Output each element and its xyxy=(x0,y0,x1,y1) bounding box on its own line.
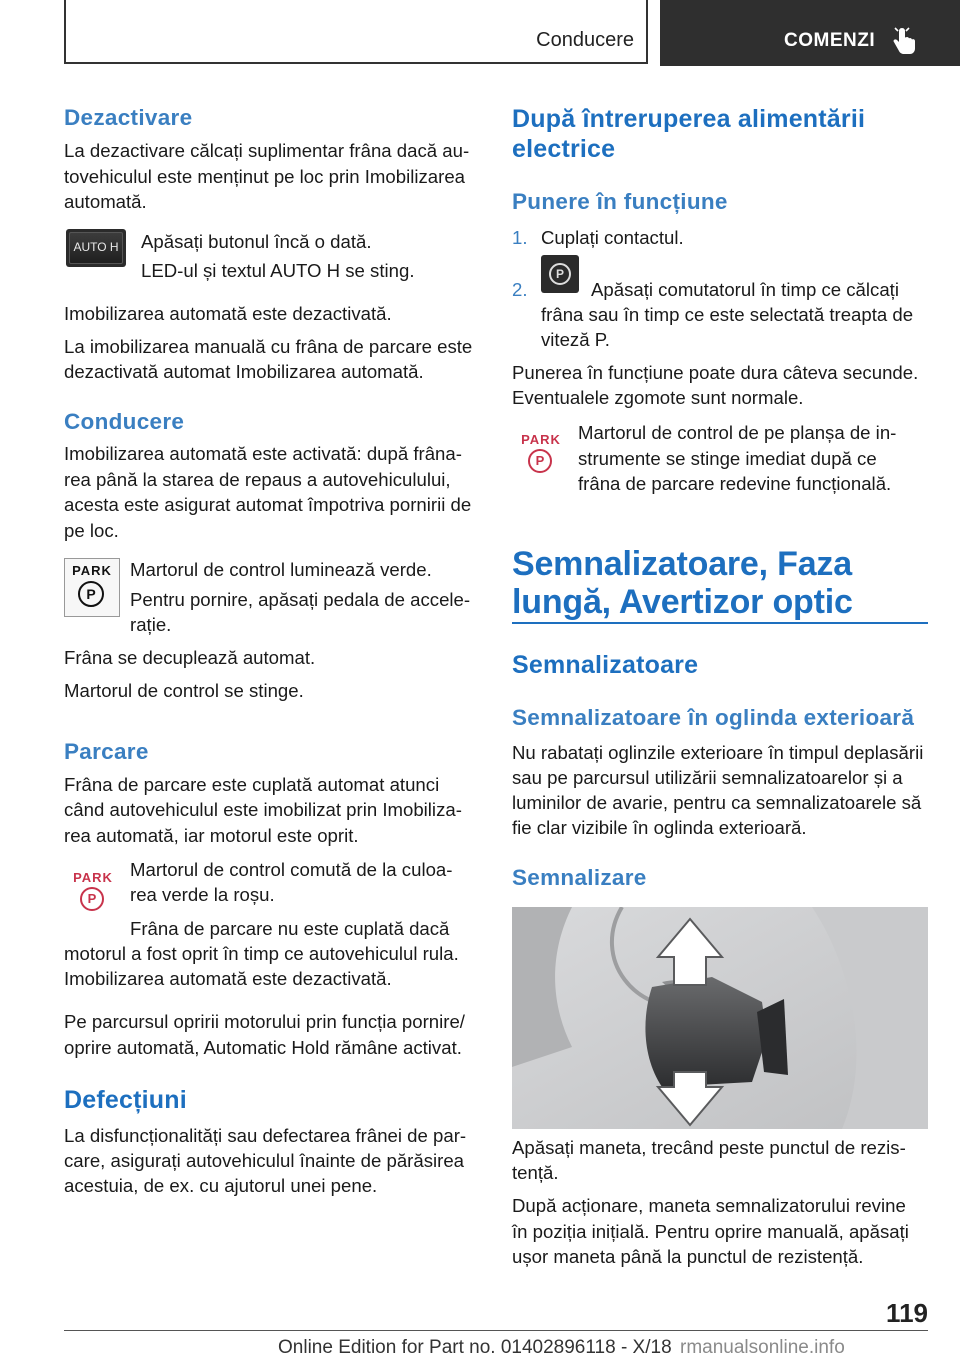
park-red-p: P xyxy=(535,453,545,468)
step-text: frâna sau în timp ce este selectată treapta de xyxy=(541,304,914,325)
parking-brake-switch-icon xyxy=(541,255,579,293)
paragraph-line: luminilor de avarie, pentru ca semnalizatoarele să xyxy=(512,792,922,813)
indicator-text: Frâna de parcare nu este cuplată dacă xyxy=(130,918,450,939)
paragraph-line: Punerea în funcțiune poate dura câteva secunde. xyxy=(512,362,919,383)
heading-dezactivare: Dezactivare xyxy=(64,105,193,130)
paragraph-line: Eventualele zgomote sunt normale. xyxy=(512,387,804,408)
auto-h-icon-label: AUTO H xyxy=(73,240,119,254)
header-chapter-label: COMENZI xyxy=(784,30,876,51)
chapter-title-2: lungă, Avertizor optic xyxy=(512,583,853,621)
switch-icon-p: P xyxy=(555,267,564,281)
paragraph-line: Imobilizarea automată este activată: după frâna- xyxy=(64,443,462,464)
step-text: Apăsați butonul încă o dată. xyxy=(141,231,372,252)
indicator-text: Pentru pornire, apăsați pedala de accele- xyxy=(130,589,471,610)
chapter-divider xyxy=(512,622,928,624)
header-section-title: Conducere xyxy=(536,29,634,51)
paragraph-line: Imobilizarea automată este dezactivată. xyxy=(64,303,392,324)
page-number: 119 xyxy=(886,1298,928,1328)
paragraph-line: La disfuncționalități sau defectarea frânei de par- xyxy=(64,1125,467,1146)
paragraph-line: în poziția inițială. Pentru oprire manuală, apăsați xyxy=(512,1221,909,1242)
paragraph-line: care, asigurați autovehiculul înainte de părăsirea xyxy=(64,1150,465,1171)
indicator-text: strumente se stinge imediat după ce xyxy=(578,448,877,469)
step-text: LED-ul și textul AUTO H se sting. xyxy=(141,260,415,281)
footer-watermark: rmanualsonline.info xyxy=(680,1337,845,1358)
footer-divider xyxy=(64,1330,928,1331)
park-icon-label: PARK xyxy=(72,563,112,578)
auto-h-button-icon xyxy=(66,229,126,267)
paragraph-line: rea până la starea de repaus a autovehiculului, xyxy=(64,469,451,490)
heading-dupa-intrerupere: După întreruperea alimentării xyxy=(512,105,866,133)
indicator-text: rație. xyxy=(130,614,172,635)
paragraph-line: sau pe parcursul utilizării semnalizatoarelor și a xyxy=(512,767,903,788)
heading-defectiuni: Defecțiuni xyxy=(64,1086,187,1114)
paragraph-line: acestuia, de ex. cu ajutorul unei pene. xyxy=(64,1175,378,1196)
heading-punere: Punere în funcțiune xyxy=(512,189,728,214)
heading-conducere: Conducere xyxy=(64,409,185,434)
heading-semnalizare: Semnalizare xyxy=(512,865,647,890)
paragraph-line: Pe parcursul opririi motorului prin funcția pornire/ xyxy=(64,1011,465,1032)
paragraph-line: motorul a fost oprit în timp ce autovehiculul rula. xyxy=(64,943,459,964)
paragraph-line: Apăsați maneta, trecând peste punctul de rezis- xyxy=(512,1137,906,1158)
park-icon-p: P xyxy=(86,586,96,602)
paragraph-line: La dezactivare călcați suplimentar frâna dacă au- xyxy=(64,140,470,161)
paragraph-line: rea automată, iar motorul este oprit. xyxy=(64,825,359,846)
step-text: viteză P. xyxy=(541,329,610,350)
paragraph-line: dezactivată automat Imobilizarea automată. xyxy=(64,361,424,382)
indicator-text: Martorul de control luminează verde. xyxy=(130,559,432,580)
indicator-text: Martorul de control de pe planșa de in- xyxy=(578,422,897,443)
park-red-icon xyxy=(70,870,116,912)
paragraph-line: fie clar vizibile în oglinda exterioară. xyxy=(512,817,807,838)
paragraph-line: automată. xyxy=(64,191,147,212)
heading-oglinda: Semnalizatoare în oglinda exterioară xyxy=(512,705,915,730)
paragraph-line: oprire automată, Automatic Hold rămâne activat. xyxy=(64,1037,462,1058)
step-number: 1. xyxy=(512,227,528,248)
paragraph-line: Frâna se decuplează automat. xyxy=(64,647,316,668)
paragraph-line: ușor maneta până la punctul de rezistență. xyxy=(512,1246,864,1267)
paragraph-line: Martorul de control se stinge. xyxy=(64,680,304,701)
heading-dupa-intrerupere-2: electrice xyxy=(512,135,616,163)
park-red-label: PARK xyxy=(73,870,113,885)
heading-semnalizatoare: Semnalizatoare xyxy=(512,651,699,679)
indicator-text: rea verde la roșu. xyxy=(130,884,275,905)
paragraph-line: pe loc. xyxy=(64,520,119,541)
paragraph-line: când autovehiculul este imobilizat prin Imobiliza- xyxy=(64,799,462,820)
park-red-icon xyxy=(518,432,564,474)
paragraph-line: După acționare, maneta semnalizatorului revine xyxy=(512,1195,906,1216)
turn-signal-stalk-illustration xyxy=(512,907,928,1129)
paragraph-line: La imobilizarea manuală cu frâna de parcare este xyxy=(64,336,473,357)
step-text: Cuplați contactul. xyxy=(541,227,684,248)
park-red-p: P xyxy=(87,891,97,906)
park-red-label: PARK xyxy=(521,432,561,447)
chapter-title: Semnalizatoare, Faza xyxy=(512,545,852,583)
step-text: Apăsați comutatorul în timp ce călcați xyxy=(591,279,899,300)
paragraph-line: Frâna de parcare este cuplată automat atunci xyxy=(64,774,440,795)
indicator-text: Martorul de control comută de la culoa- xyxy=(130,859,453,880)
indicator-text: frâna de parcare redevine funcțională. xyxy=(578,473,892,494)
paragraph-line: tovehiculul este menținut pe loc prin Imobilizarea xyxy=(64,166,466,187)
paragraph-line: Imobilizarea automată este dezactivată. xyxy=(64,968,392,989)
header-chapter-tab[interactable] xyxy=(660,0,960,66)
park-warning-icon xyxy=(64,558,120,617)
paragraph-line: acesta este asigurat automat împotriva pornirii de xyxy=(64,494,472,515)
paragraph-line: Nu rabatați oglinzile exterioare în timpul deplasării xyxy=(512,742,924,763)
heading-parcare: Parcare xyxy=(64,739,149,764)
footer-edition: Online Edition for Part no. 01402896118 - X/18 xyxy=(278,1337,672,1358)
finger-press-icon xyxy=(892,26,918,61)
paragraph-line: tență. xyxy=(512,1162,559,1183)
step-number: 2. xyxy=(512,279,528,300)
